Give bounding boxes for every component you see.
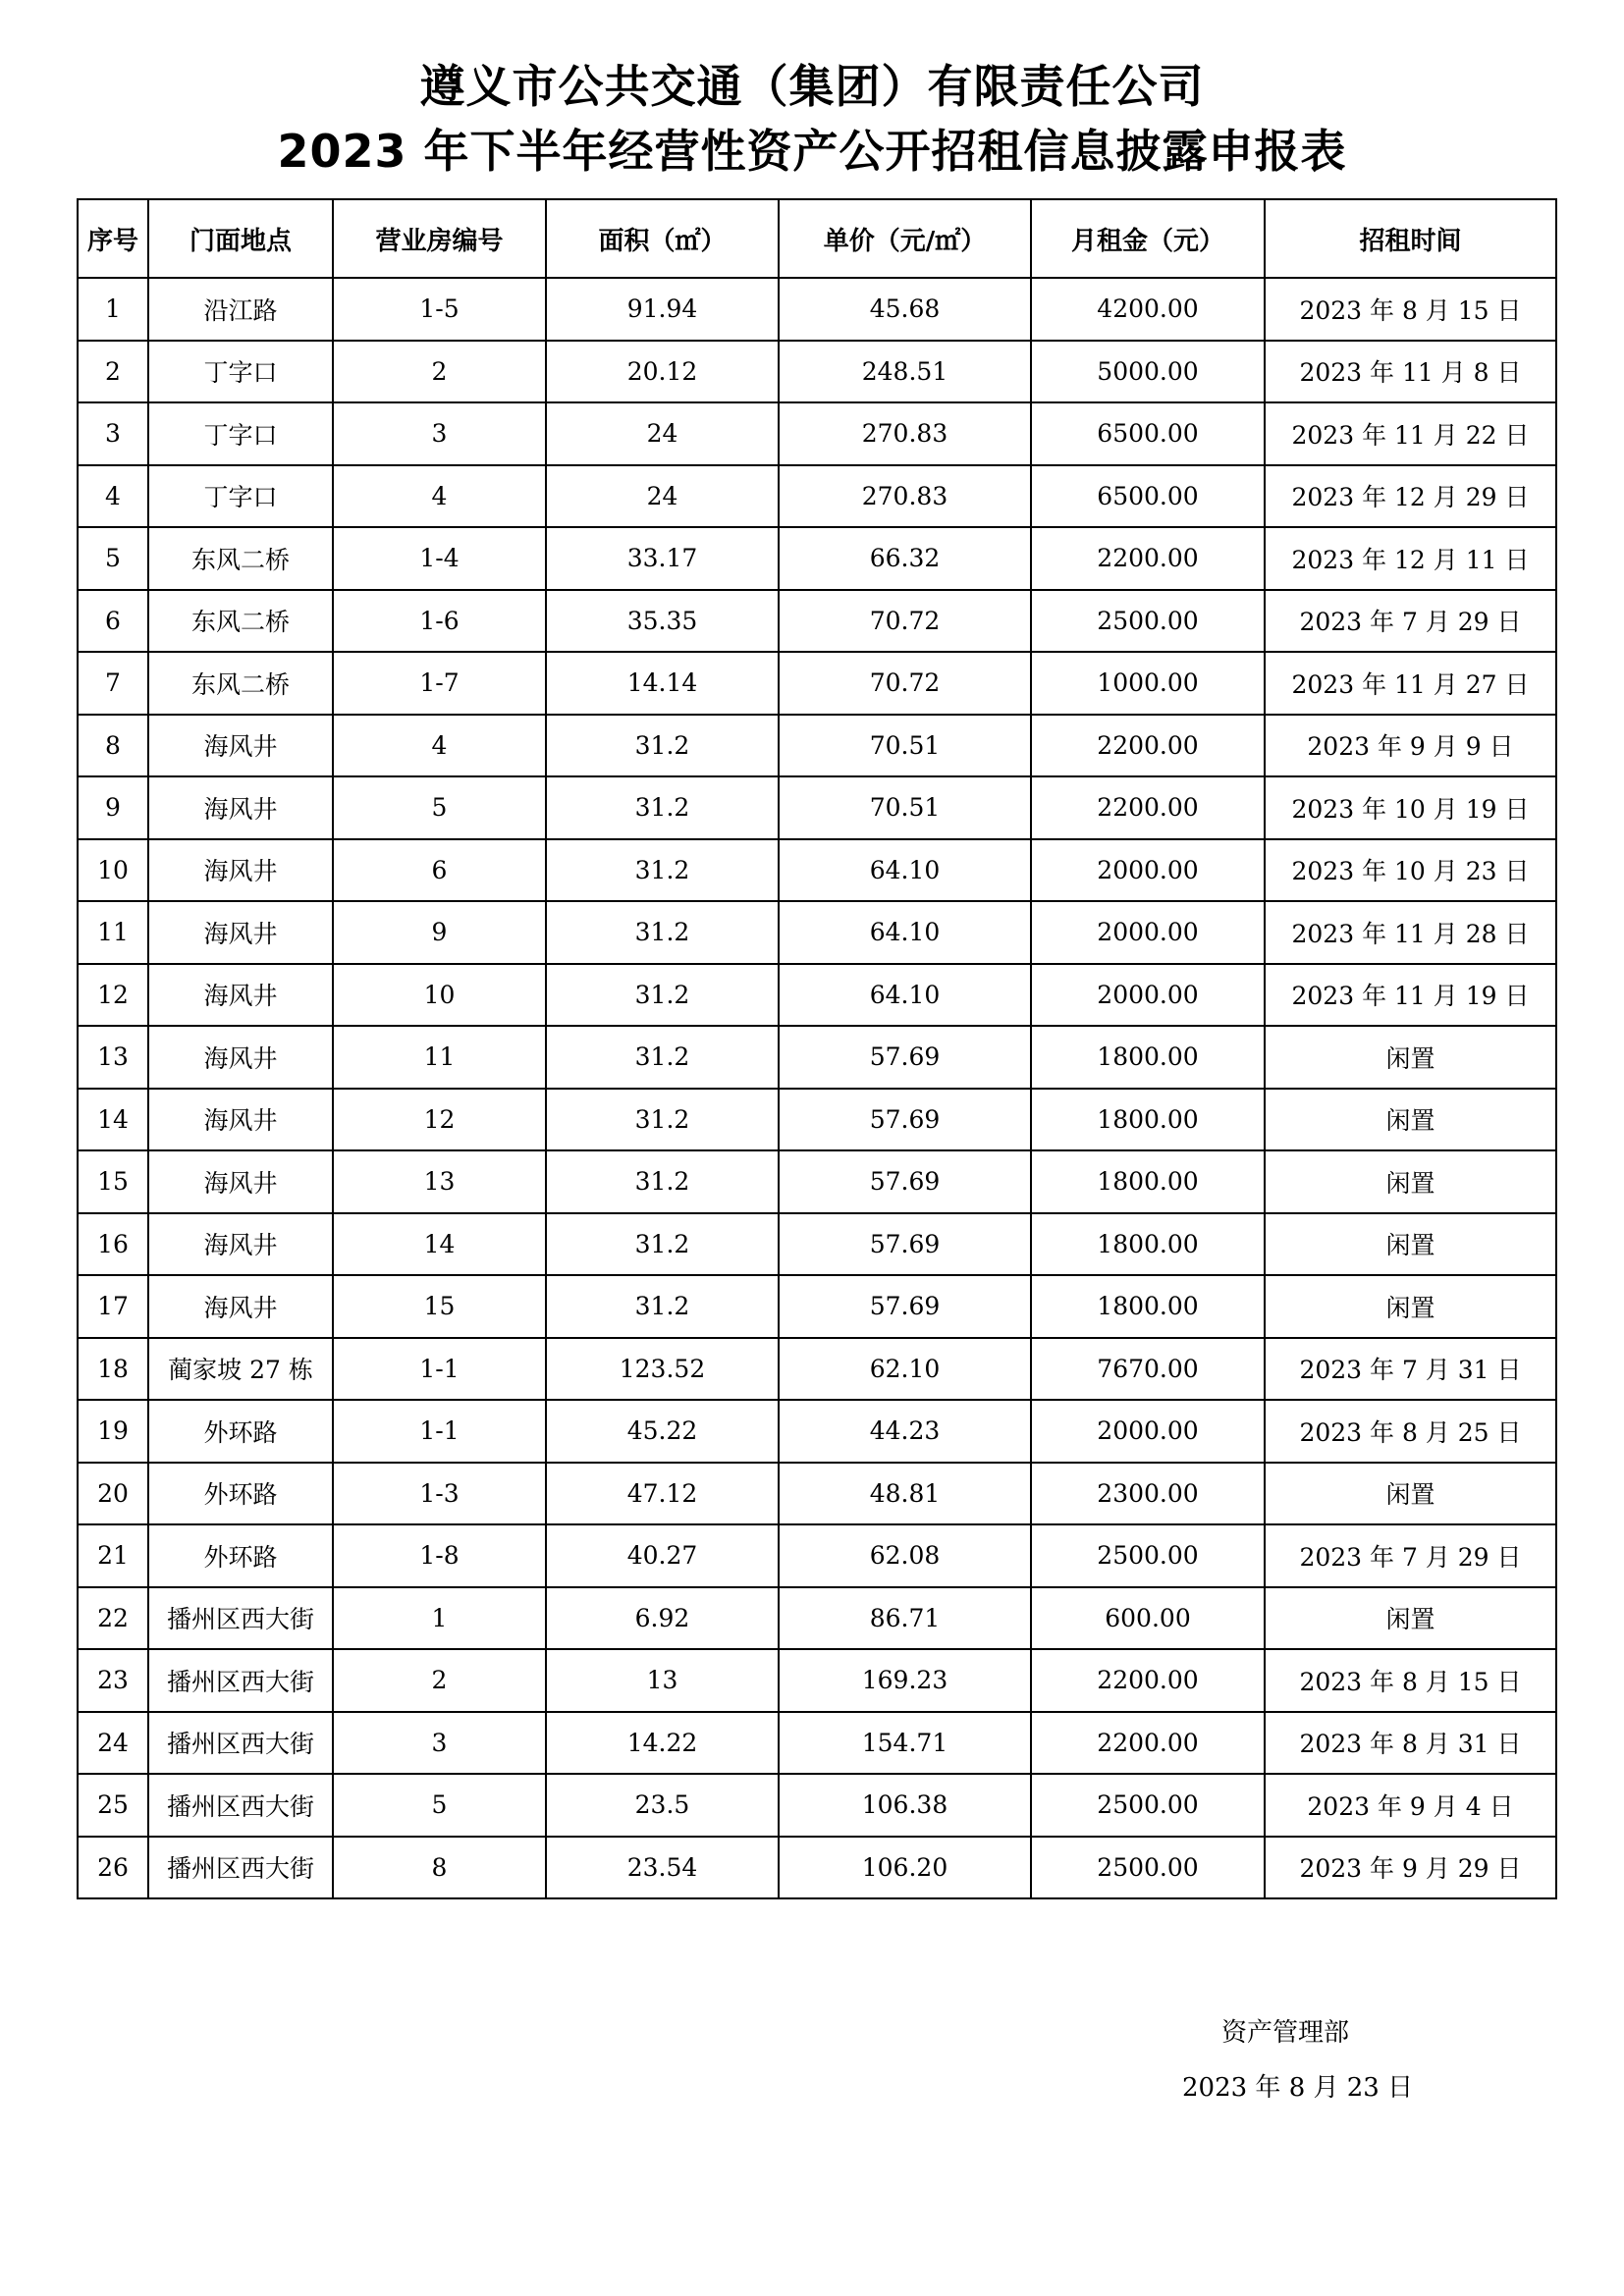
cell-seq: 1 <box>78 278 148 341</box>
cell-unit-price: 270.83 <box>779 465 1031 528</box>
cell-seq: 24 <box>78 1712 148 1775</box>
cell-unit-price: 57.69 <box>779 1275 1031 1338</box>
cell-monthly-rent: 2200.00 <box>1031 1649 1265 1712</box>
cell-rental-date: 2023 年 8 月 15 日 <box>1265 1649 1556 1712</box>
cell-seq: 13 <box>78 1026 148 1089</box>
cell-area: 31.2 <box>546 964 779 1027</box>
cell-area: 40.27 <box>546 1524 779 1587</box>
cell-unit-price: 70.72 <box>779 590 1031 653</box>
cell-monthly-rent: 2200.00 <box>1031 715 1265 777</box>
cell-monthly-rent: 1800.00 <box>1031 1026 1265 1089</box>
cell-unit-price: 86.71 <box>779 1587 1031 1650</box>
cell-unit-price: 106.38 <box>779 1774 1031 1837</box>
cell-rental-date: 闲置 <box>1265 1463 1556 1525</box>
cell-seq: 25 <box>78 1774 148 1837</box>
cell-monthly-rent: 2000.00 <box>1031 964 1265 1027</box>
table-row <box>78 1463 1556 1525</box>
table-row <box>78 715 1556 777</box>
cell-area: 35.35 <box>546 590 779 653</box>
cell-monthly-rent: 2500.00 <box>1031 1837 1265 1899</box>
cell-unit-number: 13 <box>333 1150 546 1213</box>
cell-rental-date: 2023 年 8 月 31 日 <box>1265 1712 1556 1775</box>
column-header-rental-date: 招租时间 <box>1265 199 1556 278</box>
cell-unit-number: 1-8 <box>333 1524 546 1587</box>
cell-unit-number: 8 <box>333 1837 546 1899</box>
table-row <box>78 1089 1556 1151</box>
table-row <box>78 1774 1556 1837</box>
cell-location: 海风井 <box>148 1089 333 1151</box>
cell-area: 23.5 <box>546 1774 779 1837</box>
cell-unit-price: 64.10 <box>779 901 1031 964</box>
table-row <box>78 465 1556 528</box>
cell-monthly-rent: 7670.00 <box>1031 1338 1265 1401</box>
cell-unit-price: 106.20 <box>779 1837 1031 1899</box>
cell-unit-price: 70.51 <box>779 776 1031 839</box>
cell-seq: 4 <box>78 465 148 528</box>
cell-rental-date: 闲置 <box>1265 1213 1556 1276</box>
cell-rental-date: 2023 年 7 月 31 日 <box>1265 1338 1556 1401</box>
cell-unit-number: 1-1 <box>333 1338 546 1401</box>
cell-rental-date: 2023 年 7 月 29 日 <box>1265 1524 1556 1587</box>
table-row <box>78 652 1556 715</box>
cell-area: 24 <box>546 465 779 528</box>
cell-seq: 12 <box>78 964 148 1027</box>
cell-monthly-rent: 2200.00 <box>1031 527 1265 590</box>
cell-seq: 10 <box>78 839 148 902</box>
cell-seq: 17 <box>78 1275 148 1338</box>
cell-location: 丁字口 <box>148 465 333 528</box>
cell-unit-number: 12 <box>333 1089 546 1151</box>
cell-location: 外环路 <box>148 1524 333 1587</box>
header-row <box>78 199 1556 278</box>
table-row <box>78 341 1556 403</box>
cell-rental-date: 闲置 <box>1265 1026 1556 1089</box>
cell-monthly-rent: 2200.00 <box>1031 1712 1265 1775</box>
cell-location: 沿江路 <box>148 278 333 341</box>
cell-rental-date: 2023 年 9 月 9 日 <box>1265 715 1556 777</box>
table-row <box>78 402 1556 465</box>
table-header <box>78 199 1556 278</box>
cell-unit-price: 48.81 <box>779 1463 1031 1525</box>
cell-seq: 22 <box>78 1587 148 1650</box>
cell-seq: 9 <box>78 776 148 839</box>
cell-monthly-rent: 4200.00 <box>1031 278 1265 341</box>
document-title: 遵义市公共交通（集团）有限责任公司 <box>419 60 1205 113</box>
cell-monthly-rent: 600.00 <box>1031 1587 1265 1650</box>
cell-location: 东风二桥 <box>148 652 333 715</box>
table-row <box>78 590 1556 653</box>
cell-monthly-rent: 2000.00 <box>1031 901 1265 964</box>
cell-area: 31.2 <box>546 1089 779 1151</box>
cell-unit-price: 270.83 <box>779 402 1031 465</box>
cell-location: 海风井 <box>148 776 333 839</box>
cell-unit-price: 70.72 <box>779 652 1031 715</box>
cell-area: 47.12 <box>546 1463 779 1525</box>
table-row <box>78 1837 1556 1899</box>
cell-location: 海风井 <box>148 1213 333 1276</box>
cell-seq: 18 <box>78 1338 148 1401</box>
table-row <box>78 1649 1556 1712</box>
cell-unit-price: 62.08 <box>779 1524 1031 1587</box>
cell-seq: 15 <box>78 1150 148 1213</box>
cell-monthly-rent: 1800.00 <box>1031 1150 1265 1213</box>
cell-seq: 3 <box>78 402 148 465</box>
cell-location: 海风井 <box>148 1150 333 1213</box>
table-row <box>78 964 1556 1027</box>
cell-location: 海风井 <box>148 1275 333 1338</box>
document-subtitle: 2023 年下半年经营性资产公开招租信息披露申报表 <box>277 125 1347 178</box>
cell-monthly-rent: 2000.00 <box>1031 839 1265 902</box>
cell-unit-price: 57.69 <box>779 1213 1031 1276</box>
cell-unit-number: 2 <box>333 341 546 403</box>
cell-monthly-rent: 5000.00 <box>1031 341 1265 403</box>
cell-seq: 2 <box>78 341 148 403</box>
cell-unit-price: 62.10 <box>779 1338 1031 1401</box>
cell-rental-date: 闲置 <box>1265 1150 1556 1213</box>
cell-area: 31.2 <box>546 901 779 964</box>
cell-unit-price: 64.10 <box>779 839 1031 902</box>
cell-unit-number: 1-6 <box>333 590 546 653</box>
cell-monthly-rent: 2500.00 <box>1031 1774 1265 1837</box>
cell-monthly-rent: 1800.00 <box>1031 1089 1265 1151</box>
table-row <box>78 1026 1556 1089</box>
cell-area: 31.2 <box>546 1150 779 1213</box>
cell-monthly-rent: 1800.00 <box>1031 1275 1265 1338</box>
cell-rental-date: 2023 年 12 月 29 日 <box>1265 465 1556 528</box>
cell-rental-date: 2023 年 11 月 22 日 <box>1265 402 1556 465</box>
cell-location: 蔺家坡 27 栋 <box>148 1338 333 1401</box>
cell-area: 33.17 <box>546 527 779 590</box>
cell-area: 6.92 <box>546 1587 779 1650</box>
table-row <box>78 1150 1556 1213</box>
table-row <box>78 527 1556 590</box>
cell-rental-date: 2023 年 8 月 25 日 <box>1265 1400 1556 1463</box>
cell-location: 外环路 <box>148 1400 333 1463</box>
cell-unit-price: 154.71 <box>779 1712 1031 1775</box>
table-row <box>78 776 1556 839</box>
cell-unit-price: 57.69 <box>779 1089 1031 1151</box>
column-header-monthly-rent: 月租金（元） <box>1031 199 1265 278</box>
cell-unit-number: 3 <box>333 402 546 465</box>
cell-monthly-rent: 6500.00 <box>1031 465 1265 528</box>
cell-monthly-rent: 2500.00 <box>1031 590 1265 653</box>
cell-location: 外环路 <box>148 1463 333 1525</box>
cell-rental-date: 2023 年 9 月 4 日 <box>1265 1774 1556 1837</box>
cell-rental-date: 2023 年 11 月 28 日 <box>1265 901 1556 964</box>
cell-unit-number: 1-1 <box>333 1400 546 1463</box>
footer-date: 2023 年 8 月 23 日 <box>1182 2073 1414 2103</box>
table-row <box>78 1712 1556 1775</box>
cell-area: 14.14 <box>546 652 779 715</box>
cell-area: 14.22 <box>546 1712 779 1775</box>
cell-unit-price: 45.68 <box>779 278 1031 341</box>
cell-unit-number: 5 <box>333 776 546 839</box>
cell-seq: 20 <box>78 1463 148 1525</box>
cell-seq: 26 <box>78 1837 148 1899</box>
cell-seq: 8 <box>78 715 148 777</box>
cell-area: 31.2 <box>546 1275 779 1338</box>
cell-rental-date: 2023 年 10 月 23 日 <box>1265 839 1556 902</box>
table-row <box>78 901 1556 964</box>
cell-monthly-rent: 6500.00 <box>1031 402 1265 465</box>
cell-seq: 16 <box>78 1213 148 1276</box>
cell-rental-date: 2023 年 9 月 29 日 <box>1265 1837 1556 1899</box>
cell-seq: 21 <box>78 1524 148 1587</box>
cell-area: 123.52 <box>546 1338 779 1401</box>
cell-seq: 19 <box>78 1400 148 1463</box>
column-header-location: 门面地点 <box>148 199 333 278</box>
cell-seq: 6 <box>78 590 148 653</box>
cell-area: 31.2 <box>546 1026 779 1089</box>
cell-unit-number: 11 <box>333 1026 546 1089</box>
cell-unit-number: 1-3 <box>333 1463 546 1525</box>
cell-monthly-rent: 2300.00 <box>1031 1463 1265 1525</box>
cell-rental-date: 闲置 <box>1265 1275 1556 1338</box>
cell-monthly-rent: 1000.00 <box>1031 652 1265 715</box>
cell-area: 23.54 <box>546 1837 779 1899</box>
cell-unit-price: 248.51 <box>779 341 1031 403</box>
cell-location: 播州区西大街 <box>148 1649 333 1712</box>
cell-area: 20.12 <box>546 341 779 403</box>
cell-location: 丁字口 <box>148 402 333 465</box>
cell-location: 海风井 <box>148 1026 333 1089</box>
cell-rental-date: 2023 年 11 月 8 日 <box>1265 341 1556 403</box>
cell-unit-number: 2 <box>333 1649 546 1712</box>
column-header-unit-price: 单价（元/㎡） <box>779 199 1031 278</box>
cell-rental-date: 2023 年 12 月 11 日 <box>1265 527 1556 590</box>
cell-monthly-rent: 2500.00 <box>1031 1524 1265 1587</box>
cell-unit-number: 3 <box>333 1712 546 1775</box>
cell-unit-number: 1-7 <box>333 652 546 715</box>
cell-rental-date: 2023 年 8 月 15 日 <box>1265 278 1556 341</box>
cell-area: 24 <box>546 402 779 465</box>
cell-location: 丁字口 <box>148 341 333 403</box>
cell-unit-number: 1 <box>333 1587 546 1650</box>
cell-area: 91.94 <box>546 278 779 341</box>
cell-location: 播州区西大街 <box>148 1712 333 1775</box>
cell-unit-number: 1-4 <box>333 527 546 590</box>
cell-unit-number: 6 <box>333 839 546 902</box>
cell-location: 海风井 <box>148 839 333 902</box>
column-header-unit-number: 营业房编号 <box>333 199 546 278</box>
cell-location: 播州区西大街 <box>148 1587 333 1650</box>
cell-rental-date: 2023 年 11 月 27 日 <box>1265 652 1556 715</box>
cell-unit-number: 10 <box>333 964 546 1027</box>
cell-seq: 23 <box>78 1649 148 1712</box>
cell-unit-number: 14 <box>333 1213 546 1276</box>
cell-unit-price: 66.32 <box>779 527 1031 590</box>
cell-unit-price: 169.23 <box>779 1649 1031 1712</box>
cell-area: 31.2 <box>546 839 779 902</box>
cell-location: 东风二桥 <box>148 590 333 653</box>
table-row <box>78 1524 1556 1587</box>
cell-rental-date: 2023 年 11 月 19 日 <box>1265 964 1556 1027</box>
cell-unit-number: 5 <box>333 1774 546 1837</box>
table-row <box>78 1338 1556 1401</box>
cell-rental-date: 闲置 <box>1265 1089 1556 1151</box>
cell-rental-date: 2023 年 10 月 19 日 <box>1265 776 1556 839</box>
cell-unit-number: 15 <box>333 1275 546 1338</box>
cell-unit-price: 44.23 <box>779 1400 1031 1463</box>
cell-area: 13 <box>546 1649 779 1712</box>
cell-area: 31.2 <box>546 776 779 839</box>
cell-monthly-rent: 1800.00 <box>1031 1213 1265 1276</box>
cell-area: 45.22 <box>546 1400 779 1463</box>
table-row <box>78 1275 1556 1338</box>
cell-seq: 7 <box>78 652 148 715</box>
cell-unit-price: 57.69 <box>779 1150 1031 1213</box>
cell-unit-price: 70.51 <box>779 715 1031 777</box>
table-row <box>78 1400 1556 1463</box>
footer-department: 资产管理部 <box>1221 2018 1350 2048</box>
cell-area: 31.2 <box>546 715 779 777</box>
cell-rental-date: 闲置 <box>1265 1587 1556 1650</box>
cell-seq: 5 <box>78 527 148 590</box>
table-row <box>78 1587 1556 1650</box>
cell-monthly-rent: 2200.00 <box>1031 776 1265 839</box>
cell-unit-number: 4 <box>333 465 546 528</box>
cell-unit-price: 57.69 <box>779 1026 1031 1089</box>
cell-location: 播州区西大街 <box>148 1774 333 1837</box>
cell-seq: 11 <box>78 901 148 964</box>
cell-unit-number: 9 <box>333 901 546 964</box>
cell-unit-number: 4 <box>333 715 546 777</box>
cell-area: 31.2 <box>546 1213 779 1276</box>
cell-location: 东风二桥 <box>148 527 333 590</box>
cell-rental-date: 2023 年 7 月 29 日 <box>1265 590 1556 653</box>
table-row <box>78 839 1556 902</box>
cell-unit-number: 1-5 <box>333 278 546 341</box>
rental-table <box>77 198 1557 1899</box>
cell-location: 海风井 <box>148 715 333 777</box>
cell-seq: 14 <box>78 1089 148 1151</box>
column-header-area: 面积（㎡） <box>546 199 779 278</box>
table-body <box>78 278 1556 1898</box>
cell-location: 播州区西大街 <box>148 1837 333 1899</box>
cell-unit-price: 64.10 <box>779 964 1031 1027</box>
table-row <box>78 278 1556 341</box>
cell-monthly-rent: 2000.00 <box>1031 1400 1265 1463</box>
table-row <box>78 1213 1556 1276</box>
cell-location: 海风井 <box>148 964 333 1027</box>
cell-location: 海风井 <box>148 901 333 964</box>
column-header-seq: 序号 <box>78 199 148 278</box>
